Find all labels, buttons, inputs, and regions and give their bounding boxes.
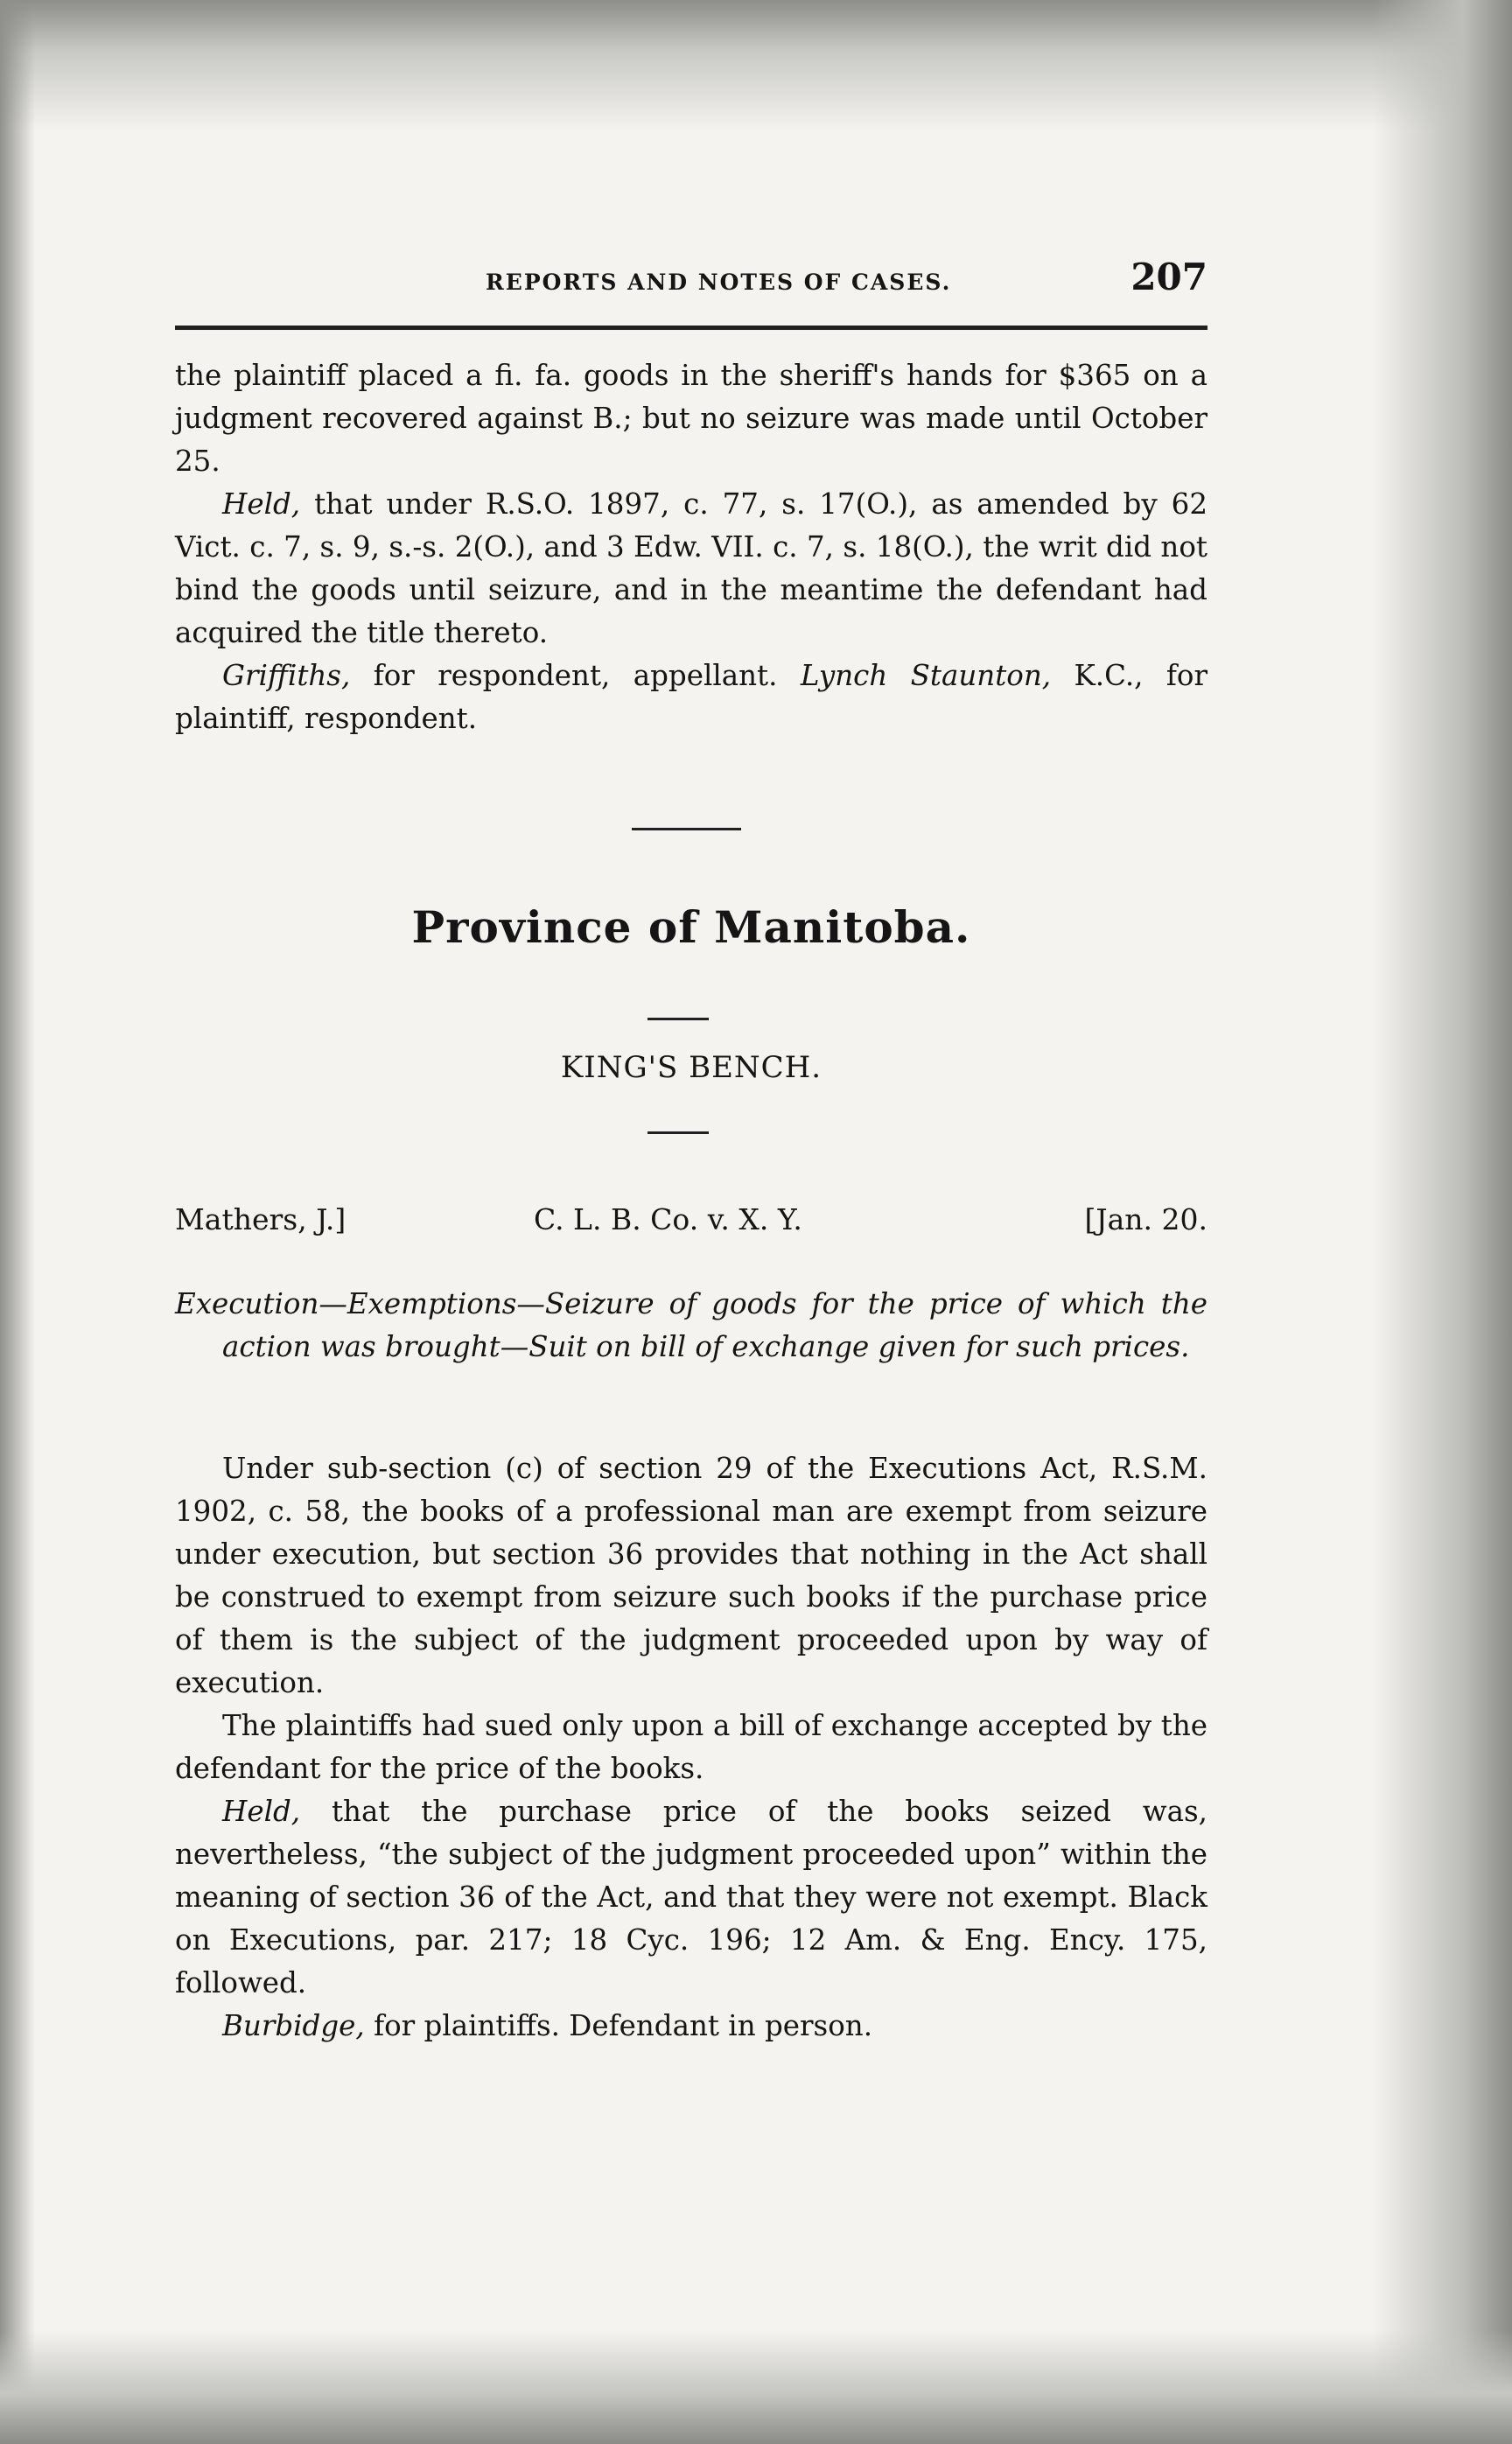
scan-shadow-right: [1372, 0, 1512, 2444]
case-counsel: [175, 2005, 1208, 2048]
section-divider: [648, 1131, 709, 1134]
section-divider: [648, 1018, 709, 1020]
province-heading: Province of Manitoba.: [411, 901, 971, 953]
court-heading: KING'S BENCH.: [560, 1050, 822, 1085]
running-title: REPORTS AND NOTES OF CASES.: [486, 270, 952, 295]
counsel-text: for plaintiffs. Defendant in person.: [364, 2009, 873, 2042]
held-text: that the purchase price of the books seized was, nevertheless, “the subject of the judgment proceeded upon” within the meaning of section 36 of the Act, and that they were not exempt. Black on Executions, par. 217; 18 Cyc. 196; 12 Am. & Eng. Ency. 175, followed.: [175, 1795, 1208, 1999]
previous-case-holding: [175, 483, 1208, 655]
held-label: Held,: [222, 1795, 301, 1828]
case-headnote: [175, 1283, 1208, 1369]
case-paragraph: Under sub-section (c) of section 29 of the Executions Act, R.S.M. 1902, c. 58, the books of a professional man are exempt from seizure under execution, but section 36 provides that nothing in the Act shall be construed to exempt from seizure such books if the purchase price of them is the subject of the judgment proceeded upon by way of execution.: [175, 1452, 1208, 1699]
counsel-name: Lynch Staunton,: [800, 659, 1052, 692]
running-header: [175, 256, 1208, 299]
counsel-text: K.C., for plaintiff, respondent.: [175, 659, 1208, 735]
counsel-text: for respondent, appellant.: [350, 659, 801, 692]
case-judge: Mathers, J.]: [175, 1202, 346, 1236]
previous-case-text: [175, 354, 1208, 740]
scan-shadow-bottom: [0, 2330, 1512, 2444]
headnote-text: Execution—Exemptions—Seizure of goods for the price of which the action was brought—Suit on bill of exchange given for such prices.: [175, 1287, 1208, 1363]
header-rule: [175, 326, 1208, 330]
case-holding: [175, 1790, 1208, 2005]
previous-case-paragraph: the plaintiff placed a fi. fa. goods in the sheriff's hands for $365 on a judgment recovered against B.; but no seizure was made until October 25.: [175, 359, 1208, 478]
held-label: Held,: [222, 487, 301, 521]
page-number: 207: [1130, 256, 1208, 298]
counsel-name: Griffiths,: [222, 659, 351, 692]
case-date: [Jan. 20.: [1084, 1202, 1208, 1236]
scan-shadow-top: [0, 0, 1512, 131]
case-paragraph: The plaintiffs had sued only upon a bill of exchange accepted by the defendant for the price of the books.: [175, 1709, 1208, 1785]
section-divider: [632, 828, 741, 830]
case-body: [175, 1447, 1208, 2048]
counsel-name: Burbidge,: [222, 2009, 365, 2042]
scan-shadow-left: [0, 0, 35, 2444]
held-text: that under R.S.O. 1897, c. 77, s. 17(O.), as amended by 62 Vict. c. 7, s. 9, s.-s. 2(O.), and 3 Edw. VII. c. 7, s. 18(O.), the writ did not bind the goods until seizure, and in the meantime the defendant had acquired the title thereto.: [175, 487, 1208, 649]
case-name: C. L. B. Co. v. X. Y.: [534, 1202, 802, 1236]
case-caption: [175, 1202, 1208, 1246]
previous-case-counsel: [175, 655, 1208, 740]
